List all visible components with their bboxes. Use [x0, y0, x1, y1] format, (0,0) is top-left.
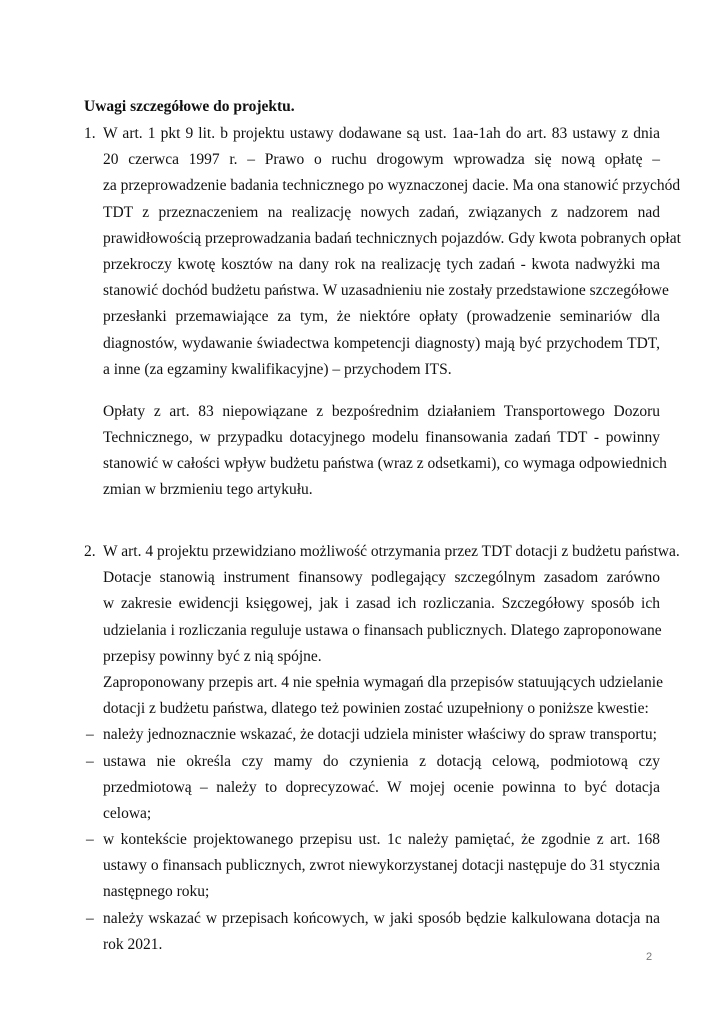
text-line: udzielania i rozliczania reguluje ustawa o finansach publicznych. Dlatego zaproponowane [103, 621, 662, 639]
bullet-item [84, 722, 660, 748]
text-line: stanowić w całości wpływ budżetu państwa (wraz z odsetkami), co wymaga odpowiednich [103, 455, 667, 473]
text-line: rok 2021. [103, 935, 163, 953]
text-line: 20 czerwca 1997 r. – Prawo o ruchu drogowym wprowadza się nową opłatę – [103, 151, 660, 169]
dash-bullet-icon: – [86, 831, 94, 849]
bullet-item [84, 749, 660, 828]
item-1-paragraph-1 [84, 121, 681, 383]
text-line: ustawy o finansach publicznych, zwrot niewykorzystanej dotacji następuje do 31 stycznia [103, 857, 660, 875]
bullet-item [84, 906, 660, 958]
item-number: 1. [84, 125, 96, 142]
text-line: Technicznego, w przypadku dotacyjnego modelu finansowania zadań TDT - powinny [103, 429, 660, 447]
dash-bullet-icon: – [86, 726, 94, 744]
item-2-paragraph-2 [84, 670, 663, 722]
text-line: Dotacje stanowią instrument finansowy podlegający szczególnym zasadom zarówno [103, 569, 660, 587]
section-heading: Uwagi szczegółowe do projektu. [84, 98, 295, 115]
text-line: należy jednoznacznie wskazać, że dotacji udziela minister właściwy do spraw transportu; [103, 726, 657, 744]
text-line: diagnostów, wydawanie świadectwa kompetencji diagnosty) mają być przychodem TDT, [103, 334, 660, 352]
dash-bullet-icon: – [86, 909, 94, 927]
text-line: przedmiotową – należy to doprecyzować. W mojej ocenie powinna to być dotacja [103, 778, 660, 796]
text-line: prawidłowością przeprowadzania badań technicznych pojazdów. Gdy kwota pobranych opłat [103, 229, 681, 247]
text-line: następnego roku; [103, 883, 210, 901]
text-line: W art. 1 pkt 9 lit. b projektu ustawy dodawane są ust. 1aa-1ah do art. 83 ustawy z dnia [103, 125, 660, 142]
text-line: zmian w brzmieniu tego artykułu. [103, 481, 313, 499]
text-line: przekroczy kwotę kosztów na dany rok na realizację tych zadań - kwota nadwyżki ma [103, 255, 660, 273]
text-line: celowa; [103, 804, 152, 822]
text-line: stanowić dochód budżetu państwa. W uzasadnieniu nie zostały przedstawione szczegółowe [103, 282, 669, 300]
text-line: TDT z przeznaczeniem na realizację nowych zadań, związanych z nadzorem nad [103, 203, 660, 221]
bullet-item [84, 827, 660, 906]
item-1-paragraph-2 [84, 399, 667, 504]
text-line: W art. 4 projektu przewidziano możliwość otrzymania przez TDT dotacji z budżetu państwa. [103, 543, 680, 560]
text-line: przepisy powinny być z nią spójne. [103, 647, 322, 665]
text-line: należy wskazać w przepisach końcowych, w jaki sposób będzie kalkulowana dotacja na [103, 909, 660, 927]
dash-bullet-icon: – [86, 752, 94, 770]
bullet-list [84, 722, 660, 958]
text-line: a inne (za egzaminy kwalifikacyjne) – przychodem ITS. [103, 360, 452, 378]
text-line: ustawa nie określa czy mamy do czynienia z dotacją celową, podmiotową czy [103, 752, 660, 770]
page-number: 2 [646, 951, 653, 963]
text-line: w zakresie ewidencji księgowej, jak i zasad ich rozliczania. Szczegółowy sposób ich [103, 595, 660, 613]
text-line: w kontekście projektowanego przepisu ust. 1c należy pamiętać, że zgodnie z art. 168 [103, 831, 660, 849]
text-line: Opłaty z art. 83 niepowiązane z bezpośrednim działaniem Transportowego Dozoru [103, 402, 660, 420]
text-line: przesłanki przemawiające za tym, że niektóre opłaty (prowadzenie seminariów dla [103, 308, 660, 326]
item-2-paragraph-1 [84, 539, 680, 670]
list-item-2 [84, 539, 680, 958]
text-line: Zaproponowany przepis art. 4 nie spełnia wymagań dla przepisów statuujących udzielanie [103, 673, 663, 691]
list-item-1 [84, 121, 681, 504]
text-line: za przeprowadzenie badania technicznego po wyznaczonej dacie. Ma ona stanowić przychód [103, 177, 681, 195]
text-line: dotacji z budżetu państwa, dlatego też powinien zostać uzupełniony o poniższe kwestie: [103, 700, 649, 718]
item-number: 2. [84, 543, 96, 560]
